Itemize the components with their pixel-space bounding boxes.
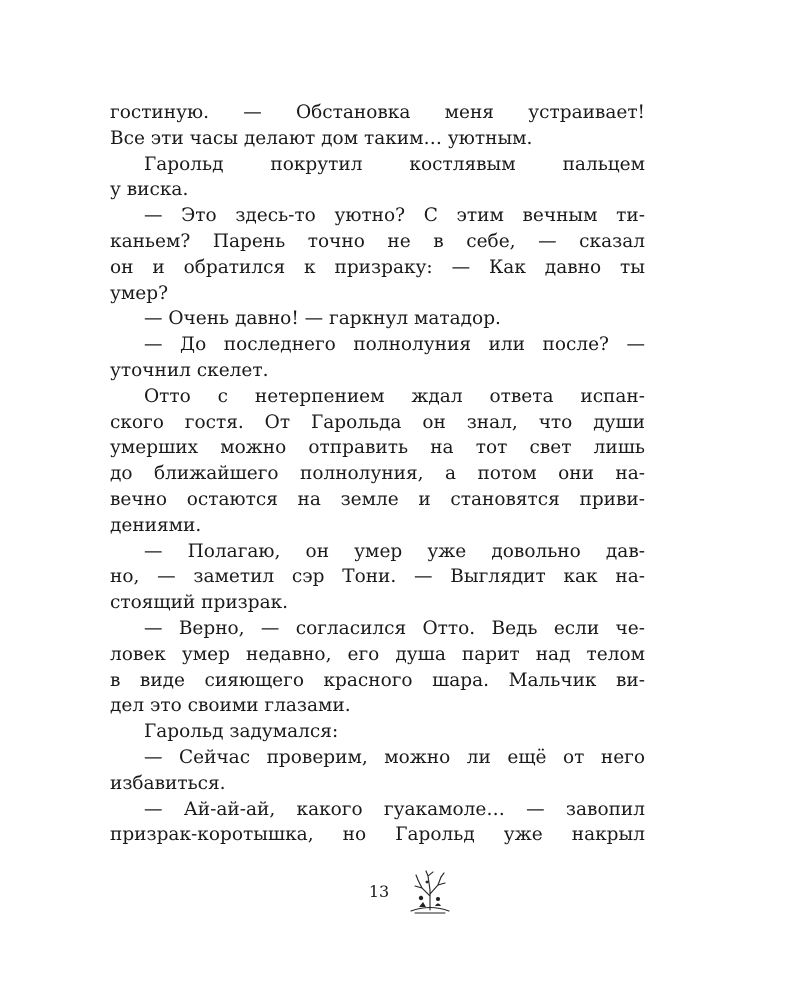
text-line: каньем? Парень точно не в себе, — сказал (110, 230, 645, 252)
text-line: Гарольд покрутил костлявым пальцем (144, 153, 645, 175)
text-line: дениями. (110, 514, 202, 536)
page-number: 13 (368, 882, 390, 901)
text-line: Отто с нетерпением ждал ответа испан- (144, 385, 645, 407)
text-line: умер? (110, 282, 168, 304)
text-line: призрак-коротышка, но Гарольд уже накрыл (110, 824, 645, 846)
text-line: умерших можно отправить на тот свет лишь (110, 437, 645, 459)
text-line: — Верно, — согласился Отто. Ведь если че- (144, 617, 645, 639)
text-line: ского гостя. От Гарольда он знал, что души (110, 411, 645, 433)
text-line: ловек умер недавно, его душа парит над телом (110, 643, 645, 665)
text-line: в виде сияющего красного шара. Мальчик ви- (110, 669, 645, 691)
text-line: — До последнего полнолуния или после? — (144, 334, 645, 356)
text-line: — Очень давно! — гаркнул матадор. (144, 308, 501, 330)
text-line: стоящий призрак. (110, 592, 289, 614)
text-line: дел это своими глазами. (110, 695, 351, 717)
text-line: — Это здесь-то уютно? С этим вечным ти- (144, 205, 645, 227)
text-line: — Сейчас проверим, можно ли ещё от него (144, 746, 645, 768)
text-line: — Ай-ай-ай, какого гуакамоле… — завопил (144, 798, 645, 820)
text-line: но, — заметил сэр Тони. — Выглядит как на- (110, 566, 645, 588)
spooky-tree-icon (407, 868, 453, 916)
text-line: он и обратился к призраку: — Как давно ты (110, 256, 645, 278)
text-line: до ближайшего полнолуния, а потом они на- (110, 463, 645, 485)
text-line: — Полагаю, он умер уже довольно дав- (144, 540, 645, 562)
text-line: избавиться. (110, 772, 226, 794)
text-line: гостиную. — Обстановка меня устраивает! (110, 102, 645, 123)
body-text (110, 100, 645, 848)
text-line: Гарольд задумался: (144, 721, 339, 743)
text-line: Все эти часы делают дом таким… уютным. (110, 127, 533, 149)
text-line: уточнил скелет. (110, 359, 269, 381)
page-footer (0, 868, 800, 918)
text-line: у виска. (110, 179, 189, 201)
text-line: вечно остаются на земле и становятся приви- (110, 488, 645, 510)
